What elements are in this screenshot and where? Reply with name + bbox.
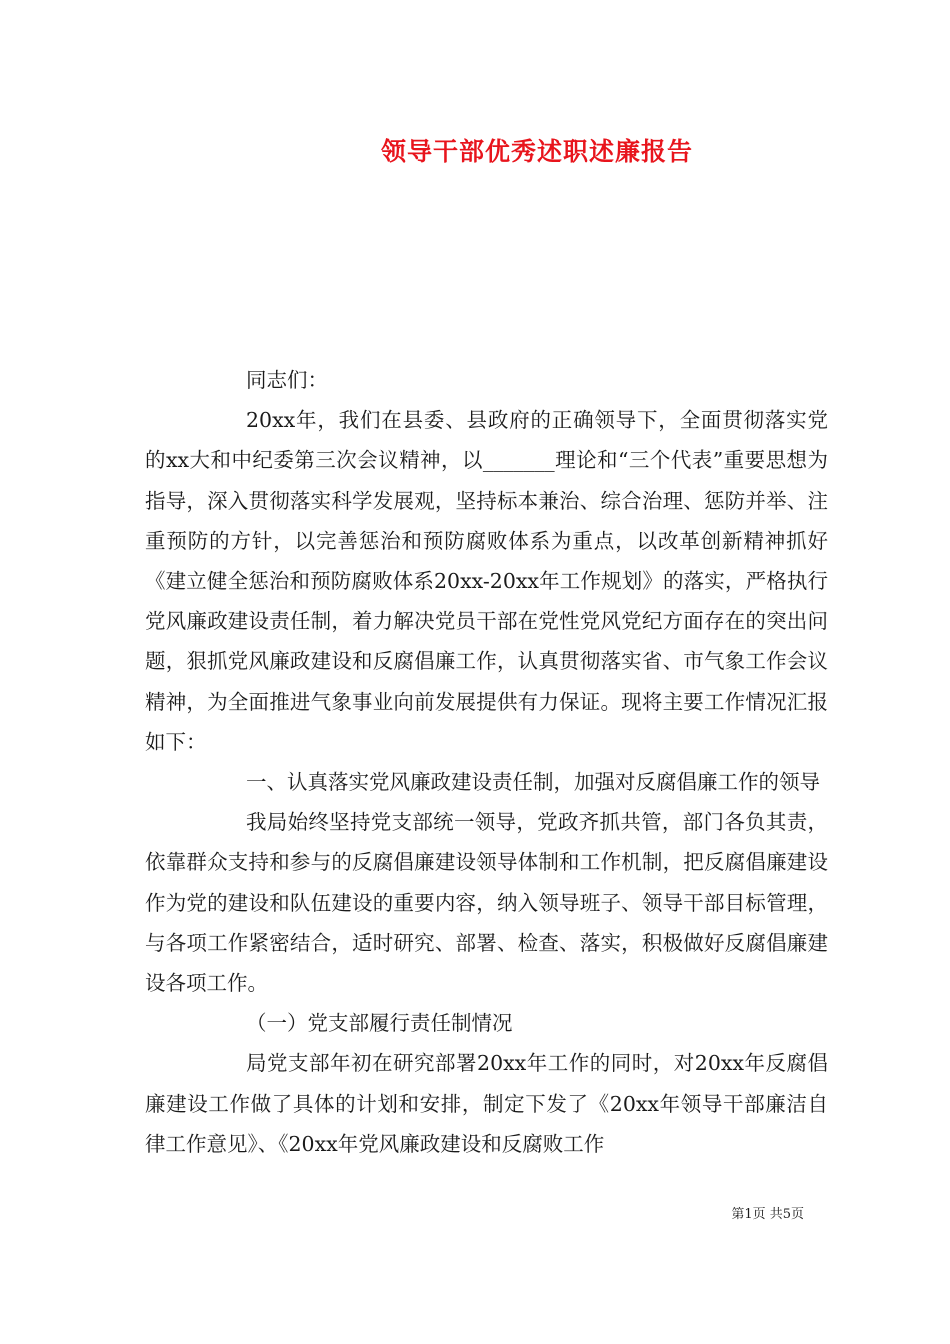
section-heading-1: 一、认真落实党风廉政建设责任制，加强对反腐倡廉工作的领导 xyxy=(246,770,820,795)
page-number-footer: 第1页 共5页 xyxy=(731,1207,804,1222)
paragraph-subsection-1: 局党支部年初在研究部署20xx年工作的同时，对20xx年反腐倡廉建设工作做了具体的计划和安排，制定下发了《20xx年领导干部廉洁自律工作意见》、《20xx年党风廉政建设和反腐败工作 xyxy=(145,1051,828,1156)
subsection-heading-1: （一）党支部履行责任制情况 xyxy=(246,1011,513,1036)
greeting: 同志们： xyxy=(246,368,328,392)
document-title: 领导干部优秀述职述廉报告 xyxy=(380,137,693,166)
paragraph-section-1: 我局始终坚持党支部统一领导，党政齐抓共管，部门各负其责，依靠群众支持和参与的反腐倡廉建设领导体制和工作机制，把反腐倡廉建设作为党的建设和队伍建设的重要内容，纳入领导班子、领导干部目标管理，与各项工作紧密结合，适时研究、部署、检查、落实，积极做好反腐倡廉建设各项工作。 xyxy=(145,810,828,996)
paragraph-intro: 20xx年，我们在县委、县政府的正确领导下，全面贯彻落实党的xx大和中纪委第三次会议精神，以_______理论和“三个代表”重要思想为指导，深入贯彻落实科学发展观，坚持标本兼治、综合治理、惩防并举、注重预防的方针，以完善惩治和预防腐败体系为重点，以改革创新精神抓好《建立健全惩治和预防腐败体系20xx-20xx年工作规划》的落实，严格执行党风廉政建设责任制，着力解决党员干部在党性党风党纪方面存在的突出问题，狠抓党风廉政建设和反腐倡廉工作，认真贯彻落实省、市气象工作会议精神，为全面推进气象事业向前发展提供有力保证。现将主要工作情况汇报如下： xyxy=(145,408,828,754)
document-body xyxy=(145,360,828,1164)
